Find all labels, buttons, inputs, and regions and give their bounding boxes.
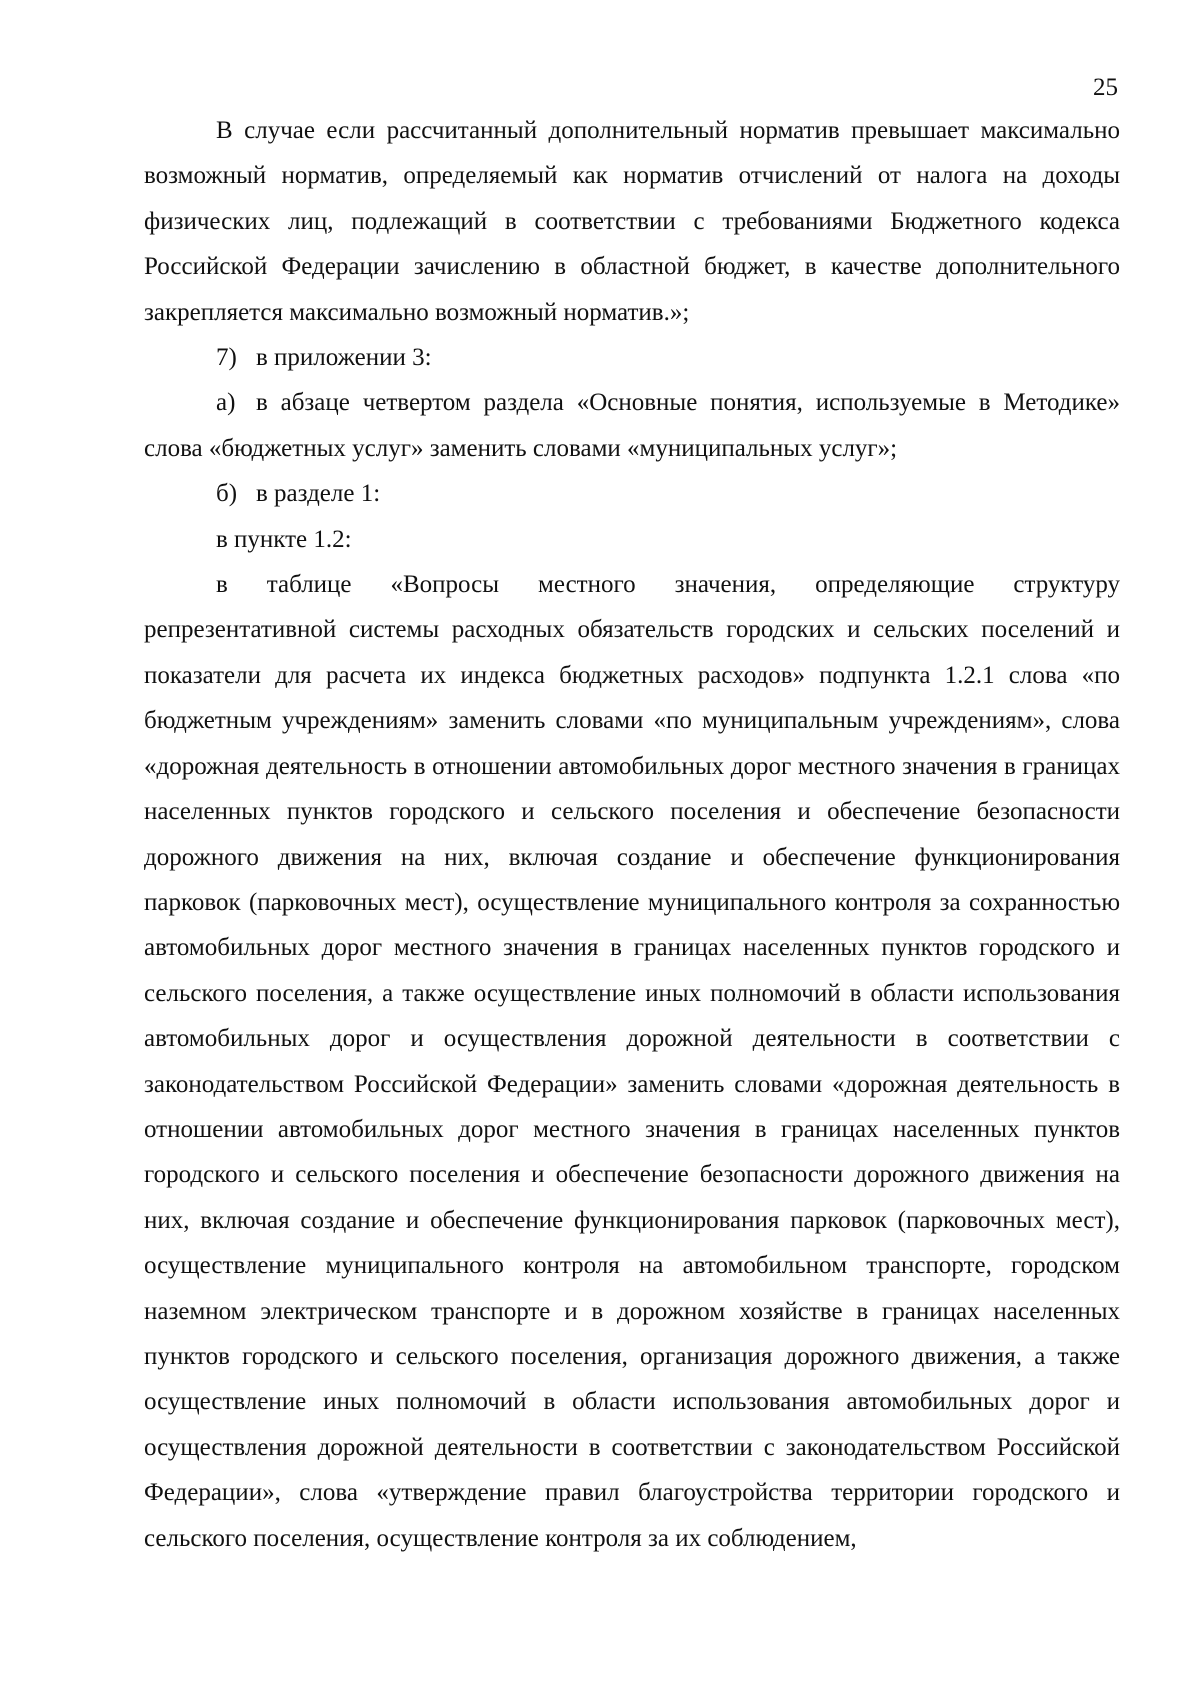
- list-item-a-text: в абзаце четвертом раздела «Основные понятия, используемые в Методике» слова «бюджетных услуг» заменить словами «муниципальных услуг»;: [144, 389, 1120, 462]
- page-number: 25: [1093, 74, 1118, 101]
- paragraph-max-normative: В случае если рассчитанный дополнительный норматив превышает максимально возможный норматив, определяемый как норматив отчислений от налога на доходы физических лиц, подлежащий в соответствии с требованиями Бюджетного кодекса Российской Федерации зачислению в областной бюджет, в качестве дополнительного закрепляется максимально возможный норматив.»;: [144, 117, 1120, 326]
- list-marker-b: б): [216, 480, 238, 508]
- list-item-b: [144, 471, 1120, 516]
- list-marker-a: а): [216, 389, 236, 417]
- list-item-a: [144, 380, 1120, 471]
- list-item-7: [144, 335, 1120, 380]
- document-body: [144, 108, 1120, 1561]
- paragraph-table-amendments: в таблице «Вопросы местного значения, определяющие структуру репрезентативной системы расходных обязательств городских и сельских поселений и показатели для расчета их индекса бюджетных расходов» подпункта 1.2.1 слова «по бюджетным учреждениям» заменить словами «по муниципальным учреждениям», слова «дорожная деятельность в отношении автомобильных дорог местного значения в границах населенных пунктов городского и сельского поселения и обеспечение безопасности дорожного движения на них, включая создание и обеспечение функционирования парковок (парковочных мест), осуществление муниципального контроля за сохранностью автомобильных дорог местного значения в границах населенных пунктов городского и сельского поселения, а также осуществление иных полномочий в области использования автомобильных дорог и осуществления дорожной деятельности в соответствии с законодательством Российской Федерации» заменить словами «дорожная деятельность в отношении автомобильных дорог местного значения в границах населенных пунктов городского и сельского поселения и обеспечение безопасности дорожного движения на них, включая создание и обеспечение функционирования парковок (парковочных мест), осуществление муниципального контроля на автомобильном транспорте, городском наземном электрическом транспорте и в дорожном хозяйстве в границах населенных пунктов городского и сельского поселения, организация дорожного движения, а также осуществление иных полномочий в области использования автомобильных дорог и осуществления дорожной деятельности в соответствии с законодательством Российской Федерации», слова «утверждение правил благоустройства территории городского и сельского поселения, осуществление контроля за их соблюдением,: [144, 571, 1120, 1552]
- list-item-7-text: в приложении 3:: [256, 344, 432, 372]
- list-item-b-text: в разделе 1:: [256, 480, 381, 508]
- list-marker-7: 7): [216, 344, 237, 372]
- paragraph-point-1-2: в пункте 1.2:: [216, 525, 352, 553]
